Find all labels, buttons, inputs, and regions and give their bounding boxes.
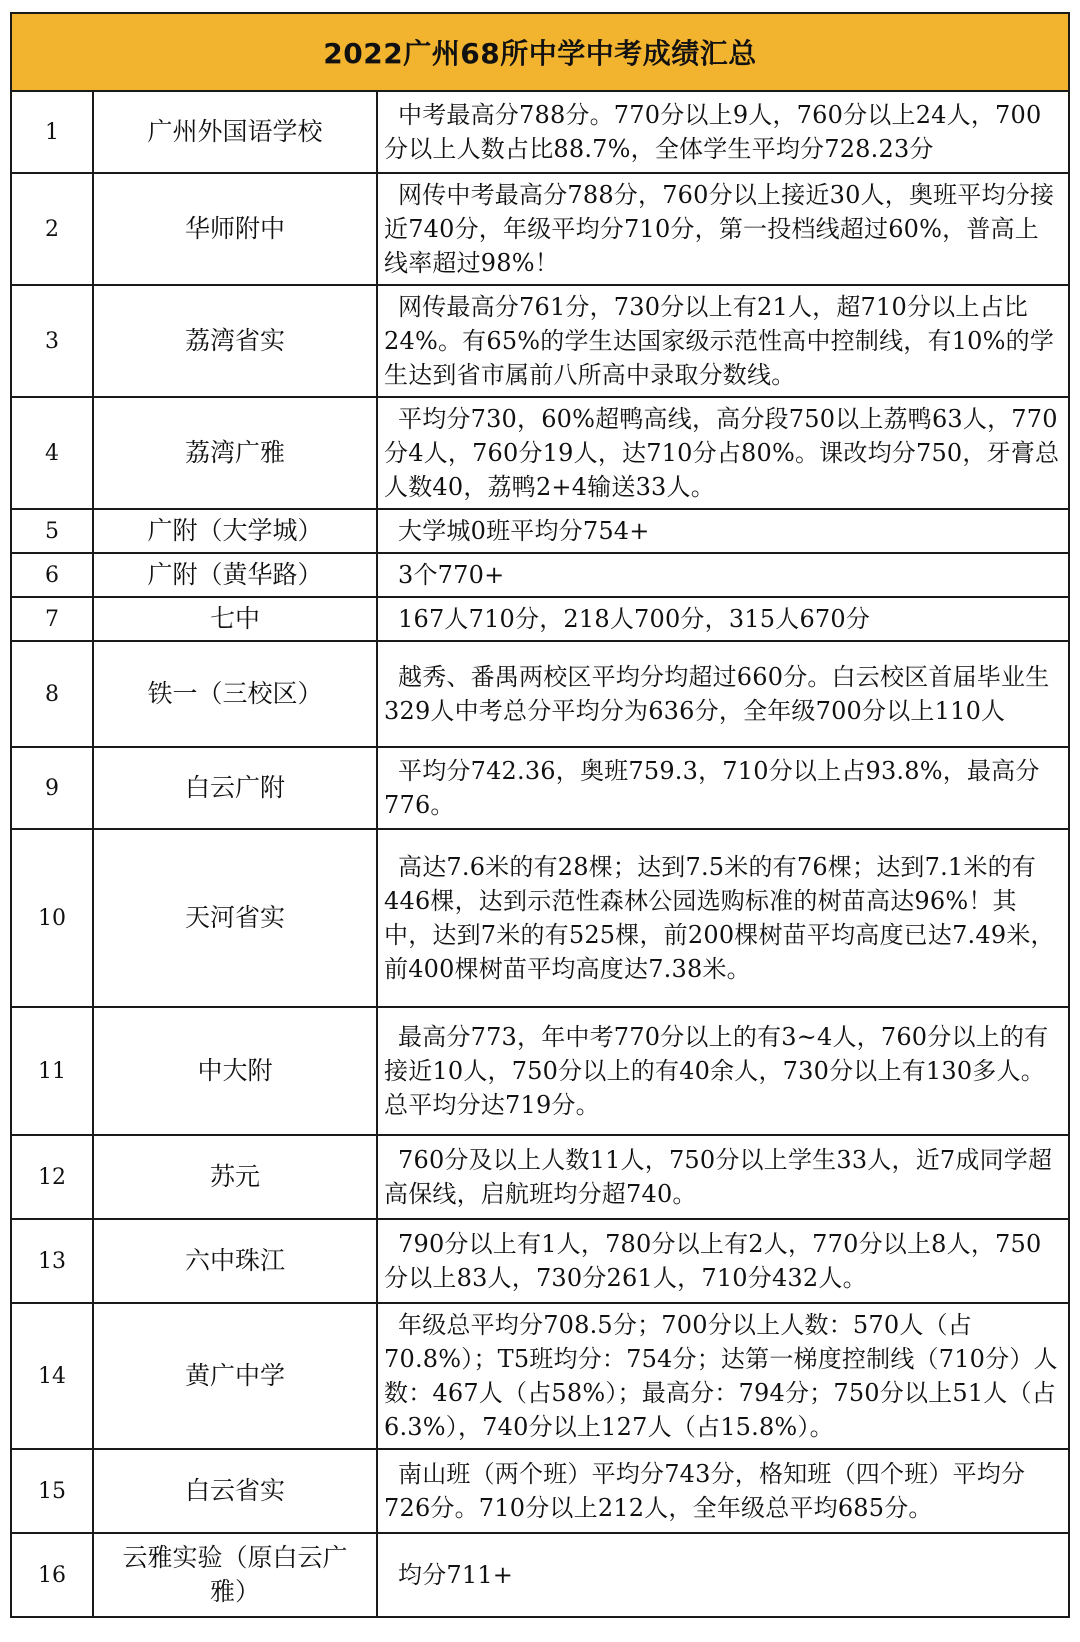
school-name: 广附（大学城）: [93, 509, 377, 553]
row-number: 9: [11, 747, 93, 829]
school-name: 华师附中: [93, 173, 377, 285]
row-number: 8: [11, 641, 93, 747]
score-detail: 越秀、番禺两校区平均分均超过660分。白云校区首届毕业生329人中考总分平均分为636分，全年级700分以上110人: [377, 641, 1069, 747]
table-row: [11, 397, 1069, 509]
table-title: 2022广州68所中学中考成绩汇总: [11, 13, 1069, 91]
score-detail: 网传最高分761分，730分以上有21人，超710分以上占比24%。有65%的学生达国家级示范性高中控制线，有10%的学生达到省市属前八所高中录取分数线。: [377, 285, 1069, 397]
row-number: 5: [11, 509, 93, 553]
table-row: [11, 829, 1069, 1007]
score-detail: 均分711+: [377, 1533, 1069, 1617]
table-row: [11, 553, 1069, 597]
title-row: [11, 13, 1069, 91]
school-name: 广附（黄华路）: [93, 553, 377, 597]
table-row: [11, 597, 1069, 641]
score-detail: 平均分730，60%超鸭高线，高分段750以上荔鸭63人，770分4人，760分19人，达710分占80%。课改均分750，牙膏总人数40，荔鸭2+4输送33人。: [377, 397, 1069, 509]
table-row: [11, 91, 1069, 173]
table-row: [11, 285, 1069, 397]
school-name: 荔湾省实: [93, 285, 377, 397]
row-number: 3: [11, 285, 93, 397]
school-name: 天河省实: [93, 829, 377, 1007]
school-name: 荔湾广雅: [93, 397, 377, 509]
school-name: 七中: [93, 597, 377, 641]
table-row: [11, 1135, 1069, 1219]
score-detail: 中考最高分788分。770分以上9人，760分以上24人，700分以上人数占比88.7%，全体学生平均分728.23分: [377, 91, 1069, 173]
school-name: 云雅实验（原白云广雅）: [93, 1533, 377, 1617]
score-summary-table: [10, 12, 1070, 1618]
score-detail: 790分以上有1人，780分以上有2人，770分以上8人，750分以上83人，730分261人，710分432人。: [377, 1219, 1069, 1303]
score-detail: 167人710分，218人700分，315人670分: [377, 597, 1069, 641]
score-detail: 760分及以上人数11人，750分以上学生33人，近7成同学超高保线，启航班均分超740。: [377, 1135, 1069, 1219]
row-number: 12: [11, 1135, 93, 1219]
row-number: 14: [11, 1303, 93, 1449]
score-detail: 3个770+: [377, 553, 1069, 597]
school-name: 黄广中学: [93, 1303, 377, 1449]
table-row: [11, 1449, 1069, 1533]
table-row: [11, 1303, 1069, 1449]
score-detail: 年级总平均分708.5分；700分以上人数：570人（占70.8%）；T5班均分：754分；达第一梯度控制线（710分）人数：467人（占58%）；最高分：794分；750分以上51人（占6.3%），740分以上127人（占15.8%）。: [377, 1303, 1069, 1449]
school-name: 中大附: [93, 1007, 377, 1135]
school-name: 六中珠江: [93, 1219, 377, 1303]
row-number: 15: [11, 1449, 93, 1533]
row-number: 1: [11, 91, 93, 173]
table-row: [11, 641, 1069, 747]
table-row: [11, 173, 1069, 285]
row-number: 10: [11, 829, 93, 1007]
school-name: 白云省实: [93, 1449, 377, 1533]
score-detail: 大学城0班平均分754+: [377, 509, 1069, 553]
score-detail: 最高分773，年中考770分以上的有3~4人，760分以上的有接近10人，750分以上的有40余人，730分以上有130多人。总平均分达719分。: [377, 1007, 1069, 1135]
row-number: 6: [11, 553, 93, 597]
school-name: 苏元: [93, 1135, 377, 1219]
row-number: 13: [11, 1219, 93, 1303]
table-row: [11, 1533, 1069, 1617]
score-detail: 高达7.6米的有28棵；达到7.5米的有76棵；达到7.1米的有446棵，达到示范性森林公园选购标准的树苗高达96%！其中，达到7米的有525棵，前200棵树苗平均高度已达7.49米，前400棵树苗平均高度达7.38米。: [377, 829, 1069, 1007]
table-row: [11, 1219, 1069, 1303]
score-detail: 南山班（两个班）平均分743分，格知班（四个班）平均分726分。710分以上212人，全年级总平均685分。: [377, 1449, 1069, 1533]
row-number: 4: [11, 397, 93, 509]
school-name: 白云广附: [93, 747, 377, 829]
row-number: 7: [11, 597, 93, 641]
school-name: 铁一（三校区）: [93, 641, 377, 747]
table-row: [11, 509, 1069, 553]
table-row: [11, 747, 1069, 829]
score-detail: 平均分742.36，奥班759.3，710分以上占93.8%，最高分776。: [377, 747, 1069, 829]
row-number: 11: [11, 1007, 93, 1135]
row-number: 2: [11, 173, 93, 285]
score-detail: 网传中考最高分788分，760分以上接近30人，奥班平均分接近740分，年级平均分710分，第一投档线超过60%，普高上线率超过98%！: [377, 173, 1069, 285]
table-row: [11, 1007, 1069, 1135]
school-name: 广州外国语学校: [93, 91, 377, 173]
row-number: 16: [11, 1533, 93, 1617]
